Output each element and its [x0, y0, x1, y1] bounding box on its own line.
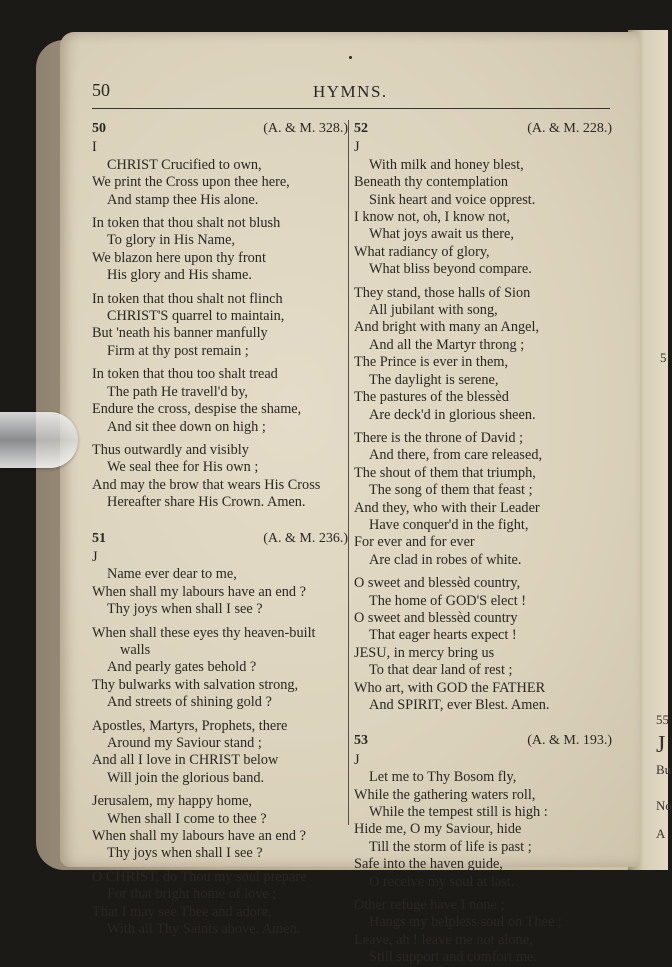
- verse-line: Hide me, O my Saviour, hide: [354, 821, 522, 838]
- verse-line: When shall these eyes thy heaven-built: [92, 624, 316, 641]
- hymn-number: 51: [92, 530, 106, 546]
- verse-line: Are clad in robes of white.: [369, 551, 522, 568]
- stanza: [92, 442, 348, 512]
- verse-line: And there, from care released,: [369, 447, 543, 464]
- stanza: [354, 285, 612, 424]
- verse-line: For ever and for ever: [354, 534, 475, 551]
- verse-line: Thy joys when shall I see ?: [107, 845, 263, 862]
- verse-line: O CHRIST, do Thou my soul prepare: [92, 868, 307, 885]
- verse-line: What joys await us there,: [369, 226, 514, 243]
- verse-line: Jerusalem, my happy home,: [92, 793, 253, 810]
- verse-line: The daylight is serene,: [369, 371, 499, 388]
- verse-line: Firm at thy post remain ;: [107, 342, 249, 359]
- verse-line: With all Thy Saints above. Amen.: [107, 921, 301, 938]
- stanza: [92, 793, 348, 863]
- verse-line: And streets of shining gold ?: [107, 694, 272, 711]
- verse-line: Are deck'd in glorious sheen.: [369, 406, 536, 423]
- ink-dot: [349, 56, 352, 59]
- verse-line: Have conquer'd in the fight,: [369, 516, 529, 533]
- hymn-reference: (A. & M. 328.): [263, 121, 348, 136]
- next-page-fragment: 5: [660, 350, 667, 365]
- verse-line: J: [354, 751, 360, 768]
- verse-line: And may the brow that wears His Cross: [92, 476, 321, 493]
- stanza: [92, 215, 348, 285]
- verse-line: And SPIRIT, ever Blest. Amen.: [369, 697, 550, 713]
- next-page-fragment: 55: [656, 712, 669, 727]
- hymn-header: [92, 530, 348, 547]
- verse-line: When shall my labours have an end ?: [92, 583, 306, 600]
- next-page-fragment: No: [656, 798, 672, 813]
- verse-line: They stand, those halls of Sion: [354, 284, 531, 301]
- verse-line: I know not, oh, I know not,: [354, 209, 511, 226]
- verse-line: The path He travell'd by,: [107, 383, 248, 400]
- verse-line: The home of GOD'S elect !: [369, 592, 527, 609]
- verse-line: For that bright home of love ;: [107, 886, 277, 903]
- left-column: [92, 118, 348, 938]
- verse-line: Still support and comfort me.: [369, 949, 537, 966]
- verse-line: In token that thou shalt not flinch: [92, 290, 283, 307]
- hymn-reference: (A. & M. 193.): [527, 733, 612, 749]
- hymn: [354, 120, 612, 714]
- verse-line: When shall I come to thee ?: [107, 810, 267, 827]
- verse-line: When shall my labours have an end ?: [92, 828, 306, 845]
- header-rule: [92, 108, 610, 109]
- verse-line: In token that thou shalt not blush: [92, 215, 281, 232]
- verse-line: Endure the cross, despise the shame,: [92, 401, 302, 418]
- verse-line: walls: [120, 641, 151, 658]
- column-divider: [348, 120, 349, 825]
- hymn: [354, 732, 612, 966]
- verse-line: What radiancy of glory,: [354, 243, 490, 260]
- verse-line: To glory in His Name,: [107, 232, 236, 249]
- stanza: [354, 430, 612, 569]
- verse-line: His glory and His shame.: [107, 267, 252, 284]
- hymn-header: [354, 732, 612, 749]
- verse-line: JESU, in mercy bring us: [354, 644, 495, 661]
- verse-line: Apostles, Martyrs, Prophets, there: [92, 717, 288, 734]
- stanza: [92, 718, 348, 788]
- verse-line: In token that thou too shalt tread: [92, 366, 278, 383]
- stanza: [354, 575, 612, 714]
- right-column: [354, 118, 612, 967]
- verse-line: Will join the glorious band.: [107, 769, 265, 786]
- stanza: [354, 897, 612, 967]
- page-number: 50: [92, 80, 110, 100]
- verse-line: Around my Saviour stand ;: [107, 735, 262, 751]
- plastic-clip: [0, 412, 78, 468]
- verse-line: Other refuge have I none ;: [354, 897, 505, 914]
- verse-line: And pearly gates behold ?: [107, 659, 257, 676]
- verse-line: And they, who with their Leader: [354, 499, 540, 516]
- stanza: [92, 869, 348, 939]
- verse-line: Beneath thy contemplation: [354, 174, 509, 191]
- hymn: [92, 530, 348, 939]
- stanza: [92, 549, 348, 619]
- verse-line: O sweet and blessèd country: [354, 609, 518, 626]
- verse-line: O sweet and blessèd country,: [354, 575, 521, 592]
- verse-line: Till the storm of life is past ;: [369, 838, 532, 855]
- verse-line: Hereafter share His Crown. Amen.: [107, 494, 306, 511]
- verse-line: Let me to Thy Bosom fly,: [369, 769, 517, 786]
- verse-line: What bliss beyond compare.: [369, 261, 532, 278]
- next-page-fragment: J: [656, 732, 666, 758]
- verse-line: J: [92, 548, 98, 565]
- verse-line: And all I love in CHRIST below: [92, 752, 279, 769]
- verse-line: But 'neath his banner manfully: [92, 325, 268, 342]
- hymn: [92, 120, 348, 512]
- verse-line: That eager hearts expect !: [369, 627, 517, 644]
- hymn-number: 50: [92, 121, 106, 136]
- verse-line: The Prince is ever in them,: [354, 354, 509, 371]
- verse-line: And sit thee down on high ;: [107, 418, 266, 435]
- verse-line: That I may see Thee and adore,: [92, 903, 272, 920]
- verse-line: J: [354, 139, 360, 156]
- verse-line: And stamp thee His alone.: [107, 191, 259, 208]
- hymn-number: 53: [354, 733, 368, 749]
- hymn-header: [92, 120, 348, 137]
- verse-line: Leave, ah ! leave me not alone,: [354, 931, 533, 948]
- verse-line: O receive my soul at last.: [369, 873, 515, 890]
- verse-line: While the tempest still is high :: [369, 804, 548, 821]
- stanza: [92, 139, 348, 209]
- verse-line: There is the throne of David ;: [354, 429, 524, 446]
- verse-line: We seal thee for His own ;: [107, 459, 259, 476]
- stanza: [92, 625, 348, 712]
- verse-line: CHRIST'S quarrel to maintain,: [107, 308, 285, 325]
- verse-line: Thy bulwarks with salvation strong,: [92, 676, 299, 693]
- verse-line: Sink heart and voice opprest.: [369, 191, 536, 208]
- verse-line: Thy joys when shall I see ?: [107, 601, 263, 618]
- running-head: HYMNS.: [313, 82, 388, 101]
- hymn-reference: (A. & M. 236.): [263, 530, 348, 546]
- stanza: [92, 291, 348, 361]
- verse-line: We blazon here upon thy front: [92, 249, 266, 266]
- verse-line: To that dear land of rest ;: [369, 662, 513, 679]
- next-page-fragment: Bu: [656, 762, 672, 777]
- hymn-reference: (A. & M. 228.): [527, 121, 612, 136]
- stanza: [354, 752, 612, 891]
- verse-line: The shout of them that triumph,: [354, 464, 536, 481]
- verse-line: With milk and honey blest,: [369, 156, 524, 173]
- verse-line: The song of them that feast ;: [369, 482, 533, 499]
- verse-line: I: [92, 139, 97, 156]
- verse-line: Who art, with GOD the FATHER: [354, 679, 546, 696]
- hymn-header: [354, 120, 612, 137]
- verse-line: Safe into the haven guide,: [354, 856, 503, 873]
- verse-line: Thus outwardly and visibly: [92, 441, 249, 458]
- verse-line: Name ever dear to me,: [107, 566, 237, 583]
- stanza: [92, 366, 348, 436]
- stanza: [354, 139, 612, 278]
- verse-line: CHRIST Crucified to own,: [107, 156, 262, 173]
- verse-line: While the gathering waters roll,: [354, 786, 536, 803]
- verse-line: The pastures of the blessèd: [354, 389, 509, 406]
- next-page-fragment: A: [656, 826, 666, 841]
- verse-line: Hangs my helpless soul on Thee ;: [369, 914, 562, 931]
- verse-line: And bright with many an Angel,: [354, 319, 540, 336]
- verse-line: We print the Cross upon thee here,: [92, 174, 290, 191]
- verse-line: And all the Martyr throng ;: [369, 336, 525, 353]
- verse-line: All jubilant with song,: [369, 302, 498, 319]
- hymn-number: 52: [354, 121, 368, 136]
